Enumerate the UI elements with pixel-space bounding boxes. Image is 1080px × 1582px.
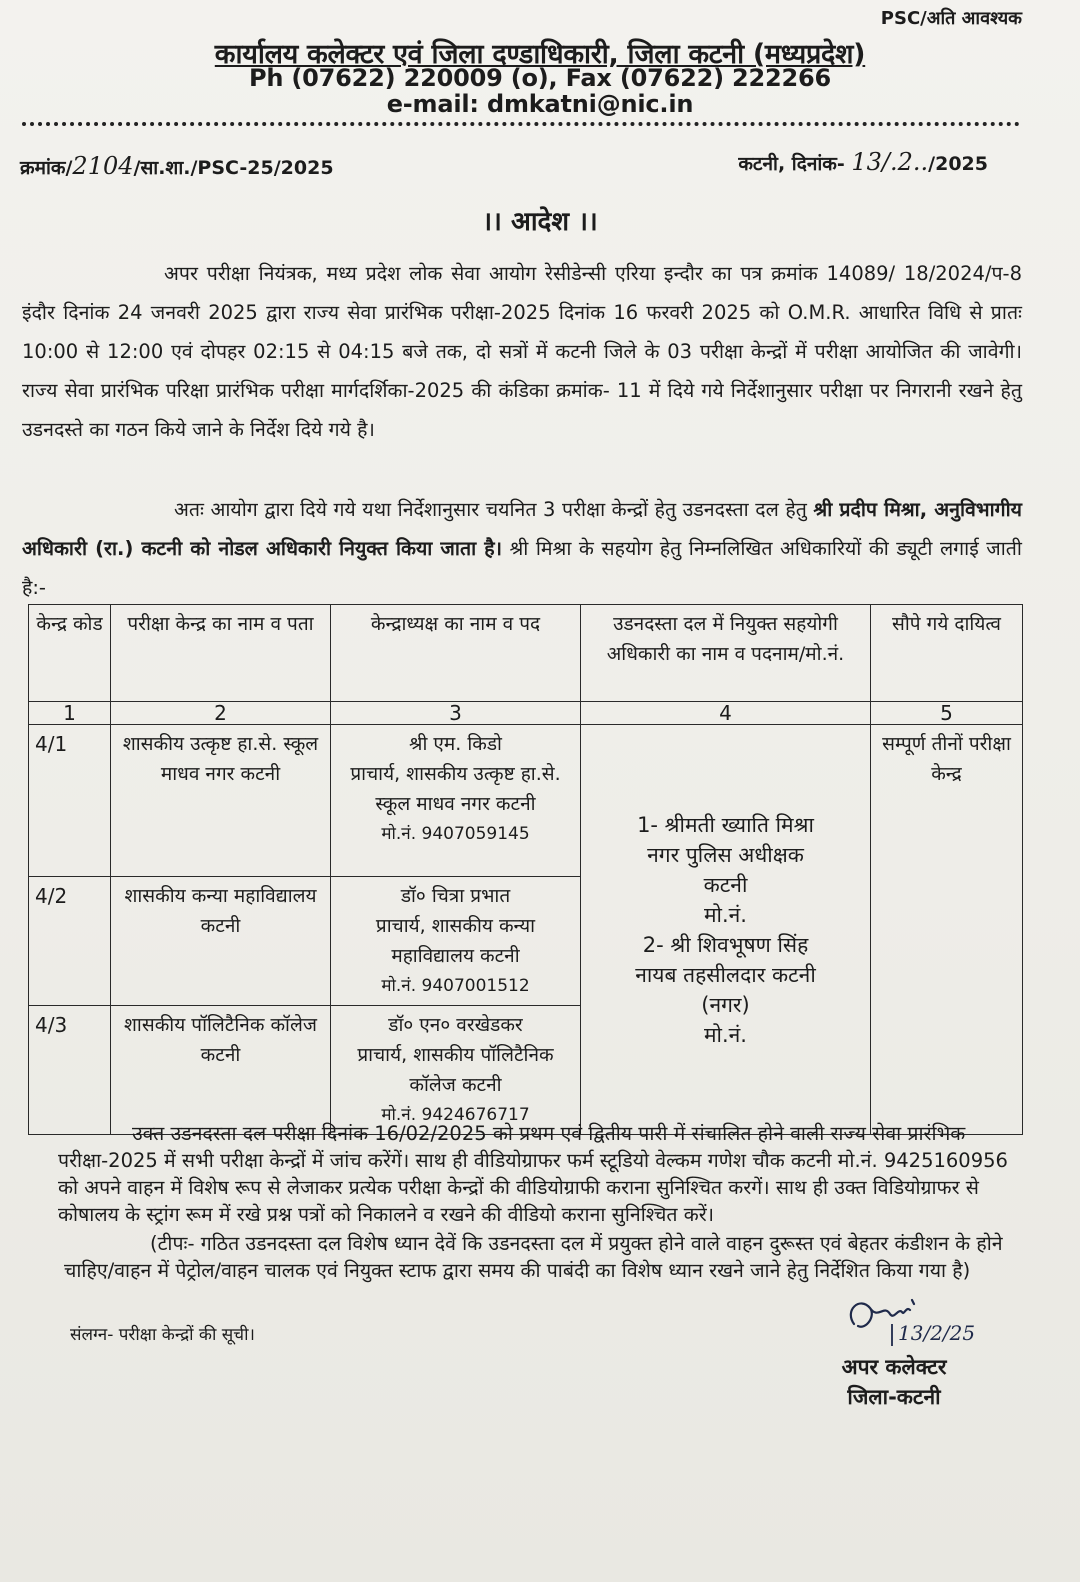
chief-mobile: मो.नं. 9407001512 xyxy=(381,976,530,996)
member-1-place: कटनी xyxy=(703,872,748,897)
table-number-row xyxy=(29,702,1023,725)
header-flying-squad: उडनदस्ता दल में नियुक्त सहयोगी अधिकारी का नाम व पदनाम/मो.नं. xyxy=(581,605,871,702)
signature-icon xyxy=(840,1290,980,1350)
chief-name: डॉ० एन० वरखेडकर xyxy=(388,1014,523,1036)
column-number: 4 xyxy=(581,702,871,725)
paragraph-intro: अपर परीक्षा नियंत्रक, मध्य प्रदेश लोक सेवा आयोग रेसीडेन्सी एरिया इन्दौर का पत्र क्रमांक 14089/ 18/2024/प-8 इंदौर दिनांक 24 जनवरी 2025 द्वारा राज्य सेवा प्रारंभिक परीक्षा-2025 दिनांक 16 फरवरी 2025 को O.M.R. आधारित विधि से प्रातः 10:00 से 12:00 एवं दोपहर 02:15 से 04:15 बजे तक, दो सत्रों में कटनी जिले के 03 परीक्षा केन्द्रों में परीक्षा आयोजित की जावेगी। राज्य सेवा प्रारंभिक परिक्षा प्रारंभिक परीक्षा मार्गदर्शिका-2025 की कंडिका क्रमांक- 11 में दिये गये निर्देशानुसार परीक्षा पर निगरानी रखने हेतु उडनदस्ते का गठन किये जाने के निर्देश दिये गये है। xyxy=(22,262,1022,441)
table-header-row xyxy=(29,605,1023,702)
paragraph-nodal-part2: श्री मिश्रा के सहयोग हेतु निम्नलिखित अधिकारियों की ड्यूटी लगाई जाती है:- xyxy=(22,537,1022,599)
office-title: कार्यालय कलेक्टर एवं जिला दण्डाधिकारी, जिला कटनी (मध्यप्रदेश) xyxy=(214,39,866,70)
date-handwritten: 13/.2.. xyxy=(851,148,929,176)
header-duty: सौपे गये दायित्व xyxy=(871,605,1023,702)
urgent-tag: PSC/अति आवश्यक xyxy=(880,8,1022,29)
chief-post: प्राचार्य, शासकीय पॉलिटैनिक कॉलेज कटनी xyxy=(357,1044,554,1096)
member-1-mobile: मो.नं. xyxy=(703,902,747,927)
enclosure-note: संलग्न- परीक्षा केन्द्रों की सूची। xyxy=(70,1325,255,1345)
centre-name: शासकीय पॉलिटैनिक कॉलेज कटनी xyxy=(111,1006,331,1135)
paragraph-squad-instructions: उक्त उडनदस्ता दल परीक्षा दिनांक 16/02/2025 को प्रथम एवं द्वितीय पारी में संचालित होने वाली राज्य सेवा प्रारंभिक परीक्षा-2025 में सभी परीक्षा केन्द्रों में जांच करेंगें। साथ ही वीडियोग्राफर फर्म स्टूडियो वेल्कम गणेश चौक कटनी मो.नं. 9425160956 को अपने वाहन में विशेष रूप से लेजाकर प्रत्येक परीक्षा केन्द्रों की वीडियोग्राफी कराना सुनिश्चित करगें। साथ ही उक्त विडियोग्राफर से कोषालय के स्ट्रांग रूम में रखे प्रश्न पत्रों को निकालने व रखने की वीडियो कराना सुनिश्चित करें। xyxy=(58,1122,1008,1226)
signature-date: 13/2/25 xyxy=(898,1321,976,1345)
date-year: /2025 xyxy=(928,153,988,175)
chief-name: डॉ० चित्रा प्रभात xyxy=(400,885,511,907)
column-number: 1 xyxy=(29,702,111,725)
chief-mobile: मो.नं. 9407059145 xyxy=(381,824,530,844)
signatory-district: जिला-कटनी xyxy=(847,1385,941,1409)
member-1-name: 1- श्रीमती ख्याति मिश्रा xyxy=(637,812,814,837)
reference-handwritten-number: 2104 xyxy=(72,152,134,180)
centre-name: शासकीय उत्कृष्ट हा.से. स्कूल माधव नगर कटनी xyxy=(111,725,331,877)
paragraph-nodal-officer xyxy=(22,490,1022,607)
exam-centres-table xyxy=(28,604,1023,1135)
signatory-block xyxy=(820,1352,968,1412)
reference-suffix: /सा.शा./PSC-25/2025 xyxy=(133,157,334,179)
header-centre-chief: केन्द्राध्यक्ष का नाम व पद xyxy=(331,605,581,702)
signatory-title: अपर कलेक्टर xyxy=(841,1355,947,1379)
assigned-duty: सम्पूर्ण तीनों परीक्षा केन्द्र xyxy=(871,725,1023,1135)
reference-prefix: क्रमांक/ xyxy=(20,157,73,179)
chief-post: प्राचार्य, शासकीय कन्या महाविद्यालय कटनी xyxy=(375,915,536,967)
date-prefix: कटनी, दिनांक- xyxy=(738,153,845,175)
column-number: 2 xyxy=(111,702,331,725)
order-heading: ।। आदेश ।। xyxy=(482,207,598,237)
centre-chief xyxy=(331,1006,581,1135)
table-row xyxy=(29,725,1023,877)
paragraph-nodal-part1: अतः आयोग द्वारा दिये गये यथा निर्देशानुसार चयनित 3 परीक्षा केन्द्रों हेतु उडनदस्ता दल हेतु xyxy=(174,498,814,521)
office-email: e-mail: dmkatni@nic.in xyxy=(386,90,694,118)
order-date xyxy=(738,148,988,176)
centre-code: 4/1 xyxy=(29,725,111,877)
centre-chief xyxy=(331,725,581,877)
header-centre-code: केन्द्र कोड xyxy=(29,605,111,702)
paragraph-nodal-bold: श्री प्रदीप मिश्रा, अनुविभागीय अधिकारी (रा.) कटनी को नोडल अधिकारी नियुक्त किया जाता है। xyxy=(22,498,1022,560)
member-2-place: (नगर) xyxy=(701,992,750,1017)
flying-squad-members xyxy=(581,725,871,1135)
column-number: 3 xyxy=(331,702,581,725)
centre-chief xyxy=(331,877,581,1006)
chief-name: श्री एम. किडो xyxy=(409,733,502,755)
office-phone: Ph (07622) 220009 (o), Fax (07622) 222266 xyxy=(248,64,832,92)
centre-code: 4/3 xyxy=(29,1006,111,1135)
header-centre-name: परीक्षा केन्द्र का नाम व पता xyxy=(111,605,331,702)
centre-name: शासकीय कन्या महाविद्यालय कटनी xyxy=(111,877,331,1006)
member-2-mobile: मो.नं. xyxy=(703,1022,747,1047)
member-2-name: 2- श्री शिवभूषण सिंह xyxy=(642,932,809,957)
chief-mobile: मो.नं. 9424676717 xyxy=(381,1105,530,1125)
paragraph-note: (टीपः- गठित उडनदस्ता दल विशेष ध्यान देवें कि उडनदस्ता दल में प्रयुक्त होने वाले वाहन दुरूस्त एवं बेहतर कंडीशन के होने चाहिए/वाहन में पेट्रोल/वाहन चालक एवं नियुक्त स्टाफ द्वारा समय की पाबंदी का विशेष ध्यान रखने जाने हेतु निर्देशित किया गया है) xyxy=(64,1232,1003,1282)
column-number: 5 xyxy=(871,702,1023,725)
chief-post: प्राचार्य, शासकीय उत्कृष्ट हा.से. स्कूल माधव नगर कटनी xyxy=(350,763,561,815)
member-1-post: नगर पुलिस अधीक्षक xyxy=(647,842,804,867)
header-divider xyxy=(22,122,1020,126)
member-2-post: नायब तहसीलदार कटनी xyxy=(635,962,816,987)
reference-number xyxy=(20,152,334,180)
centre-code: 4/2 xyxy=(29,877,111,1006)
